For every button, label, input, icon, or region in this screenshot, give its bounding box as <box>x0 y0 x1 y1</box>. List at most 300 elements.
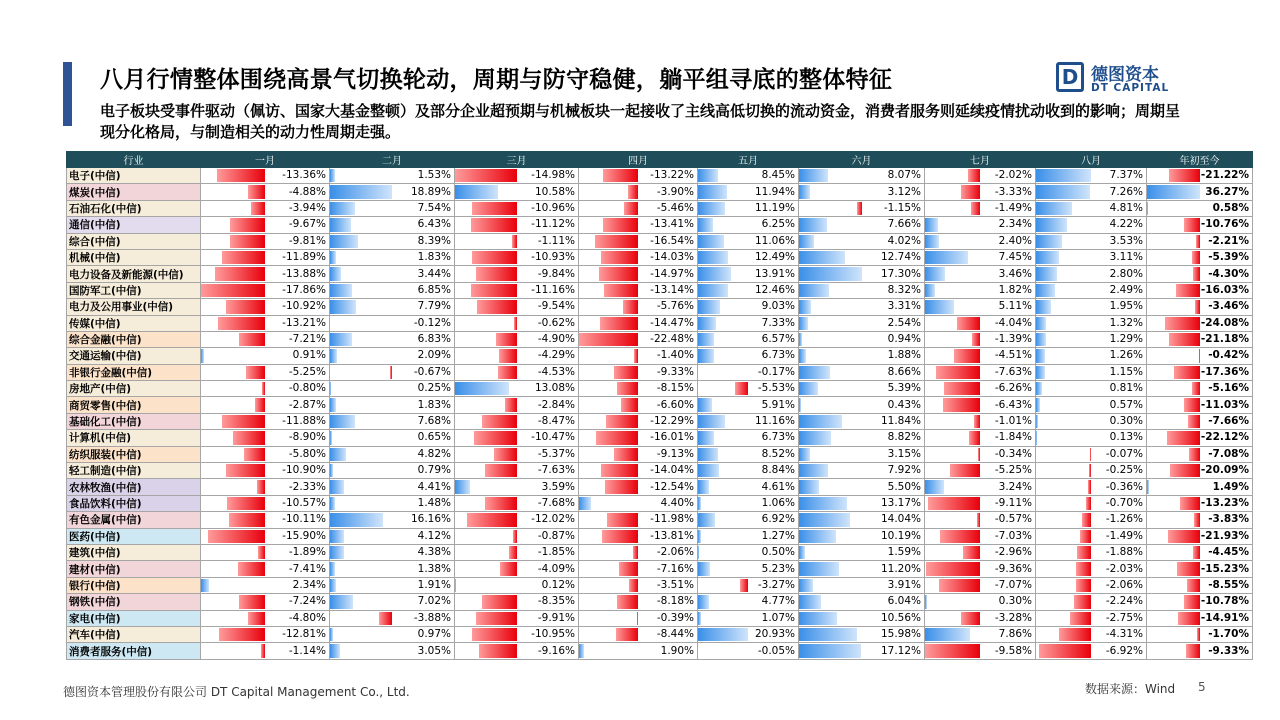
return-value: -21.22% <box>1200 169 1249 182</box>
month-return-cell <box>579 364 698 380</box>
return-value: 1.83% <box>417 398 451 411</box>
month-return-cell <box>330 381 455 397</box>
return-value: -7.16% <box>656 562 694 575</box>
month-return-cell <box>455 479 579 495</box>
month-return-cell <box>579 233 698 249</box>
return-value: 0.12% <box>541 578 575 591</box>
month-return-cell <box>330 331 455 347</box>
month-return-cell <box>698 495 799 511</box>
return-value: -10.47% <box>531 431 575 444</box>
month-return-cell <box>799 217 925 233</box>
return-value: -1.49% <box>994 201 1032 214</box>
month-return-cell <box>330 266 455 282</box>
month-return-cell <box>698 266 799 282</box>
month-return-cell <box>201 643 330 659</box>
return-value: 9.03% <box>761 300 795 313</box>
return-value: -22.48% <box>650 333 694 346</box>
table-row <box>67 184 1253 200</box>
return-value: 15.98% <box>880 628 921 641</box>
month-return-cell <box>1036 577 1147 593</box>
return-value: -6.26% <box>994 382 1032 395</box>
return-value: -17.86% <box>282 283 326 296</box>
return-value: -5.76% <box>656 300 694 313</box>
return-value: 3.31% <box>887 300 921 313</box>
return-value: -12.29% <box>650 415 694 428</box>
return-value: -5.25% <box>288 365 326 378</box>
return-value: 8.45% <box>761 169 795 182</box>
ytd-return-cell <box>1147 331 1253 347</box>
return-value: 2.80% <box>1109 267 1143 280</box>
ytd-return-cell <box>1147 610 1253 626</box>
table-row <box>67 512 1253 528</box>
month-return-cell <box>1036 446 1147 462</box>
logo-text-cn: 德图资本 <box>1091 65 1159 85</box>
month-return-cell <box>201 381 330 397</box>
month-return-cell <box>698 626 799 642</box>
month-return-cell <box>799 643 925 659</box>
column-header: 七月 <box>925 152 1036 168</box>
return-value: 0.13% <box>1109 431 1143 444</box>
month-return-cell <box>330 512 455 528</box>
month-return-cell <box>925 528 1036 544</box>
return-value: -1.89% <box>288 546 326 559</box>
industry-name: 建材(中信) <box>67 561 201 577</box>
industry-name: 银行(中信) <box>67 577 201 593</box>
return-value: 4.77% <box>761 595 795 608</box>
return-value: 3.44% <box>417 267 451 280</box>
industry-name: 基础化工(中信) <box>67 413 201 429</box>
return-value: -2.24% <box>1105 595 1143 608</box>
return-value: 0.30% <box>998 595 1032 608</box>
month-return-cell <box>201 495 330 511</box>
return-value: -0.87% <box>537 529 575 542</box>
month-return-cell <box>330 348 455 364</box>
return-value: 11.16% <box>754 415 795 428</box>
industry-name: 电子(中信) <box>67 168 201 184</box>
month-return-cell <box>330 200 455 216</box>
return-value: 6.73% <box>761 431 795 444</box>
table-row <box>67 626 1253 642</box>
return-value: -9.81% <box>288 234 326 247</box>
ytd-return-cell <box>1147 266 1253 282</box>
month-return-cell <box>455 331 579 347</box>
return-value: 7.45% <box>998 251 1032 264</box>
month-return-cell <box>455 594 579 610</box>
month-return-cell <box>799 430 925 446</box>
return-value: 1.29% <box>1109 333 1143 346</box>
return-value: -7.03% <box>994 529 1032 542</box>
column-header: 六月 <box>799 152 925 168</box>
month-return-cell <box>1036 397 1147 413</box>
return-value: 7.02% <box>417 595 451 608</box>
ytd-return-cell <box>1147 249 1253 265</box>
industry-name: 房地产(中信) <box>67 381 201 397</box>
industry-name: 建筑(中信) <box>67 544 201 560</box>
month-return-cell <box>925 299 1036 315</box>
month-return-cell <box>579 610 698 626</box>
return-value: -0.62% <box>537 316 575 329</box>
return-value: 2.34% <box>998 218 1032 231</box>
month-return-cell <box>201 544 330 560</box>
return-value: 11.06% <box>754 234 795 247</box>
month-return-cell <box>925 315 1036 331</box>
industry-name: 综合金融(中信) <box>67 331 201 347</box>
month-return-cell <box>201 463 330 479</box>
month-return-cell <box>201 331 330 347</box>
return-value: 11.20% <box>880 562 921 575</box>
column-header: 五月 <box>698 152 799 168</box>
return-value: -4.53% <box>537 365 575 378</box>
return-value: -8.15% <box>656 382 694 395</box>
month-return-cell <box>799 331 925 347</box>
table-row <box>67 282 1253 298</box>
month-return-cell <box>698 233 799 249</box>
return-value: -1.39% <box>994 333 1032 346</box>
month-return-cell <box>330 184 455 200</box>
return-value: 12.46% <box>754 283 795 296</box>
return-value: -2.06% <box>656 546 694 559</box>
month-return-cell <box>201 217 330 233</box>
month-return-cell <box>330 446 455 462</box>
return-value: -6.43% <box>994 398 1032 411</box>
return-value: 20.93% <box>754 628 795 641</box>
month-return-cell <box>201 282 330 298</box>
return-value: 0.50% <box>761 546 795 559</box>
month-return-cell <box>455 168 579 184</box>
return-value: -4.90% <box>537 333 575 346</box>
month-return-cell <box>201 610 330 626</box>
return-value: -13.88% <box>282 267 326 280</box>
month-return-cell <box>698 315 799 331</box>
return-value: -9.58% <box>994 644 1032 657</box>
month-return-cell <box>1036 299 1147 315</box>
return-value: -4.04% <box>994 316 1032 329</box>
ytd-return-cell <box>1147 233 1253 249</box>
return-value: 0.94% <box>887 333 921 346</box>
ytd-return-cell <box>1147 184 1253 200</box>
return-value: -0.34% <box>994 447 1032 460</box>
industry-name: 交通运输(中信) <box>67 348 201 364</box>
month-return-cell <box>698 577 799 593</box>
return-value: 8.84% <box>761 464 795 477</box>
return-value: -10.96% <box>531 201 575 214</box>
return-value: -2.87% <box>288 398 326 411</box>
return-value: 4.40% <box>660 497 694 509</box>
month-return-cell <box>1036 200 1147 216</box>
ytd-return-cell <box>1147 561 1253 577</box>
return-value: -3.46% <box>1208 300 1249 313</box>
return-value: -9.91% <box>537 611 575 624</box>
return-value: -10.90% <box>282 464 326 477</box>
return-value: -5.80% <box>288 447 326 460</box>
return-value: 7.86% <box>998 628 1032 641</box>
industry-name: 家电(中信) <box>67 610 201 626</box>
month-return-cell <box>698 594 799 610</box>
month-return-cell <box>925 626 1036 642</box>
return-value: 8.66% <box>887 365 921 378</box>
month-return-cell <box>698 217 799 233</box>
return-value: -0.05% <box>757 644 795 657</box>
month-return-cell <box>925 463 1036 479</box>
table-row <box>67 266 1253 282</box>
month-return-cell <box>925 282 1036 298</box>
industry-name: 农林牧渔(中信) <box>67 479 201 495</box>
month-return-cell <box>1036 413 1147 429</box>
month-return-cell <box>455 561 579 577</box>
ytd-return-cell <box>1147 643 1253 659</box>
month-return-cell <box>1036 463 1147 479</box>
table-row <box>67 364 1253 380</box>
return-value: -7.63% <box>994 365 1032 378</box>
return-value: 8.82% <box>887 431 921 444</box>
table-row <box>67 217 1253 233</box>
table-row <box>67 610 1253 626</box>
month-return-cell <box>799 348 925 364</box>
industry-name: 医药(中信) <box>67 528 201 544</box>
column-header: 年初至今 <box>1147 152 1253 168</box>
ytd-return-cell <box>1147 594 1253 610</box>
return-value: -0.07% <box>1105 447 1143 460</box>
month-return-cell <box>698 184 799 200</box>
return-value: -21.18% <box>1200 333 1249 346</box>
return-value: -14.98% <box>531 169 575 182</box>
return-value: -16.54% <box>650 234 694 247</box>
month-return-cell <box>579 544 698 560</box>
month-return-cell <box>698 397 799 413</box>
return-value: -11.89% <box>282 251 326 264</box>
return-value: -7.41% <box>288 562 326 575</box>
return-value: 13.17% <box>880 497 921 509</box>
return-value: 6.43% <box>417 218 451 231</box>
table-row <box>67 463 1253 479</box>
month-return-cell <box>799 413 925 429</box>
month-return-cell <box>330 643 455 659</box>
return-value: 4.38% <box>417 546 451 559</box>
return-value: 0.57% <box>1109 398 1143 411</box>
return-value: 5.11% <box>998 300 1032 313</box>
return-value: 18.89% <box>410 185 451 198</box>
return-value: -13.22% <box>650 169 694 182</box>
return-value: -11.98% <box>650 513 694 526</box>
return-value: -1.14% <box>288 644 326 657</box>
return-value: 13.91% <box>754 267 795 280</box>
month-return-cell <box>1036 331 1147 347</box>
month-return-cell <box>330 594 455 610</box>
return-value: -9.11% <box>994 497 1032 509</box>
ytd-return-cell <box>1147 397 1253 413</box>
return-value: -5.39% <box>1208 251 1249 264</box>
return-value: -7.07% <box>994 578 1032 591</box>
return-value: -2.33% <box>288 480 326 493</box>
return-value: -9.33% <box>656 365 694 378</box>
return-value: 7.68% <box>417 415 451 428</box>
month-return-cell <box>698 479 799 495</box>
month-return-cell <box>579 512 698 528</box>
industry-name: 电力设备及新能源(中信) <box>67 266 201 282</box>
month-return-cell <box>330 430 455 446</box>
month-return-cell <box>455 528 579 544</box>
return-value: -2.75% <box>1105 611 1143 624</box>
ytd-return-cell <box>1147 315 1253 331</box>
table-row <box>67 430 1253 446</box>
month-return-cell <box>201 266 330 282</box>
return-value: 0.81% <box>1109 382 1143 395</box>
month-return-cell <box>201 577 330 593</box>
month-return-cell <box>201 299 330 315</box>
return-value: 14.04% <box>880 513 921 526</box>
month-return-cell <box>330 233 455 249</box>
return-value: 5.23% <box>761 562 795 575</box>
return-value: -7.68% <box>537 497 575 509</box>
return-value: 7.33% <box>761 316 795 329</box>
month-return-cell <box>579 249 698 265</box>
month-return-cell <box>925 200 1036 216</box>
ytd-return-cell <box>1147 463 1253 479</box>
month-return-cell <box>330 626 455 642</box>
month-return-cell <box>579 594 698 610</box>
month-return-cell <box>698 430 799 446</box>
return-value: 7.92% <box>887 464 921 477</box>
month-return-cell <box>698 331 799 347</box>
return-value: -5.46% <box>656 201 694 214</box>
return-value: -20.09% <box>1200 464 1249 477</box>
ytd-return-cell <box>1147 168 1253 184</box>
return-value: 3.59% <box>541 480 575 493</box>
return-value: 2.34% <box>292 578 326 591</box>
return-value: 4.22% <box>1109 218 1143 231</box>
return-value: -6.92% <box>1105 644 1143 657</box>
return-value: 1.32% <box>1109 316 1143 329</box>
return-value: -16.03% <box>1200 283 1249 296</box>
month-return-cell <box>698 364 799 380</box>
month-return-cell <box>698 643 799 659</box>
month-return-cell <box>799 561 925 577</box>
return-value: -9.67% <box>288 218 326 231</box>
month-return-cell <box>925 495 1036 511</box>
month-return-cell <box>799 315 925 331</box>
month-return-cell <box>455 381 579 397</box>
return-value: 1.83% <box>417 251 451 264</box>
month-return-cell <box>1036 594 1147 610</box>
month-return-cell <box>455 217 579 233</box>
return-value: -6.60% <box>656 398 694 411</box>
ytd-return-cell <box>1147 200 1253 216</box>
month-return-cell <box>698 528 799 544</box>
month-return-cell <box>579 495 698 511</box>
month-return-cell <box>799 544 925 560</box>
industry-name: 有色金属(中信) <box>67 512 201 528</box>
month-return-cell <box>201 364 330 380</box>
return-value: 3.91% <box>887 578 921 591</box>
return-value: -0.25% <box>1105 464 1143 477</box>
table-row <box>67 561 1253 577</box>
industry-name: 轻工制造(中信) <box>67 463 201 479</box>
month-return-cell <box>799 168 925 184</box>
return-value: -14.03% <box>650 251 694 264</box>
month-return-cell <box>925 184 1036 200</box>
industry-name: 商贸零售(中信) <box>67 397 201 413</box>
return-value: -8.44% <box>656 628 694 641</box>
footer-company: 德图资本管理股份有限公司 DT Capital Management Co., Ltd. <box>63 685 410 699</box>
ytd-return-cell <box>1147 495 1253 511</box>
return-value: -2.03% <box>1105 562 1143 575</box>
return-value: 2.09% <box>417 349 451 362</box>
return-value: -3.51% <box>656 578 694 591</box>
month-return-cell <box>1036 495 1147 511</box>
month-return-cell <box>455 577 579 593</box>
month-return-cell <box>698 561 799 577</box>
month-return-cell <box>201 413 330 429</box>
return-value: -15.90% <box>282 529 326 542</box>
return-value: 11.19% <box>754 201 795 214</box>
return-value: 12.49% <box>754 251 795 264</box>
return-value: -12.02% <box>531 513 575 526</box>
return-value: -2.06% <box>1105 578 1143 591</box>
month-return-cell <box>925 397 1036 413</box>
ytd-return-cell <box>1147 217 1253 233</box>
table-row <box>67 233 1253 249</box>
month-return-cell <box>579 397 698 413</box>
return-value: -2.96% <box>994 546 1032 559</box>
month-return-cell <box>925 413 1036 429</box>
month-return-cell <box>925 643 1036 659</box>
return-value: 17.12% <box>880 644 921 657</box>
table-row <box>67 168 1253 184</box>
month-return-cell <box>201 626 330 642</box>
table-row <box>67 200 1253 216</box>
month-return-cell <box>925 331 1036 347</box>
return-value: -0.80% <box>288 382 326 395</box>
month-return-cell <box>201 594 330 610</box>
return-value: 7.26% <box>1109 185 1143 198</box>
table-row <box>67 544 1253 560</box>
return-value: 7.79% <box>417 300 451 313</box>
page-number: 5 <box>1198 680 1206 694</box>
month-return-cell <box>799 397 925 413</box>
return-value: 4.41% <box>417 480 451 493</box>
return-value: -0.36% <box>1105 480 1143 493</box>
column-header: 八月 <box>1036 152 1147 168</box>
page-subtitle: 电子板块受事件驱动（佩访、国家大基金整顿）及部分企业超预期与机械板块一起接收了主线高低切换的流动资金，消费者服务则延续疫情扰动收到的影响；周期呈现分化格局，与制造相关的动力性周期走强。 <box>100 102 1181 141</box>
month-return-cell <box>201 561 330 577</box>
return-value: 13.08% <box>534 382 575 395</box>
return-value: -3.94% <box>288 201 326 214</box>
return-value: 1.27% <box>761 529 795 542</box>
month-return-cell <box>330 577 455 593</box>
month-return-cell <box>330 610 455 626</box>
return-value: 1.88% <box>887 349 921 362</box>
month-return-cell <box>1036 266 1147 282</box>
month-return-cell <box>330 413 455 429</box>
return-value: 1.53% <box>417 169 451 182</box>
table-row <box>67 495 1253 511</box>
return-value: 1.49% <box>1212 480 1249 493</box>
return-value: 3.05% <box>417 644 451 657</box>
month-return-cell <box>330 495 455 511</box>
month-return-cell <box>698 249 799 265</box>
table-row <box>67 348 1253 364</box>
return-value: -21.93% <box>1200 529 1249 542</box>
month-return-cell <box>799 463 925 479</box>
return-value: 4.81% <box>1109 201 1143 214</box>
month-return-cell <box>579 200 698 216</box>
return-value: 2.54% <box>887 316 921 329</box>
return-value: 11.94% <box>754 185 795 198</box>
month-return-cell <box>698 299 799 315</box>
industry-name: 煤炭(中信) <box>67 184 201 200</box>
ytd-return-cell <box>1147 430 1253 446</box>
month-return-cell <box>1036 561 1147 577</box>
